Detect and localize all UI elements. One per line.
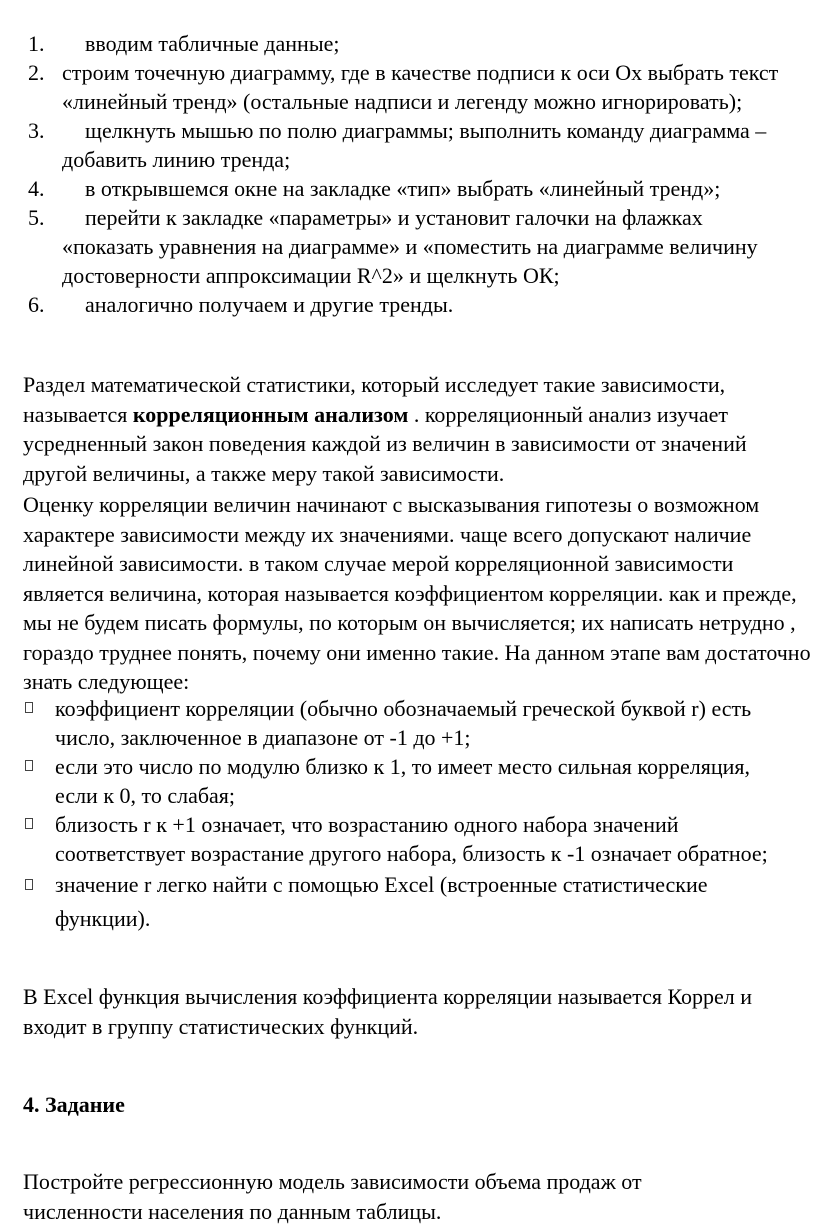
list-item-number: 5.	[28, 205, 45, 230]
bullet-text: близость r к +1 означает, что возрастанию одного набора значений соответствует возрастание другого набора, близость к -1 означает обратное;	[55, 812, 768, 866]
list-item-number: 3.	[28, 118, 45, 143]
bullet-box-icon	[25, 818, 33, 829]
list-item-text: строим точечную диаграмму, где в качестве подписи к оси Ох выбрать текст «линейный тренд» (остальные надписи и легенду можно игнорировать);	[62, 60, 779, 114]
list-item-text: перейти к закладке «параметры» и установит галочки на флажках «показать уравнения на диаграмме» и «поместить на диаграмме величину достоверности аппроксимации R^2» и щелкнуть ОК;	[62, 205, 758, 288]
list-item	[0, 58, 816, 116]
bullet-text: значение r легко найти с помощью Excel (встроенные статистические функции).	[55, 872, 708, 931]
para-text: Раздел математической статистики, который исследует такие зависимости, называется	[23, 372, 726, 427]
list-item-text: щелкнуть мышью по полю диаграммы; выполнить команду диаграмма – добавить линию тренда;	[62, 118, 767, 172]
list-item-number: 6.	[28, 292, 45, 317]
list-item-number: 2.	[28, 60, 45, 85]
list-item-number: 1.	[28, 31, 45, 56]
excel-function-paragraph: В Excel функция вычисления коэффициента корреляции называется Коррел и входит в группу статистических функций.	[23, 984, 753, 1039]
list-item	[0, 116, 816, 174]
steps-list	[0, 29, 816, 319]
list-item-number: 4.	[28, 176, 45, 201]
list-item	[0, 290, 816, 319]
correlation-intro-paragraph	[23, 370, 813, 488]
bullet-list	[0, 694, 816, 936]
list-item	[0, 29, 816, 58]
para-text: . корреляционный анализ изучает усредненный закон поведения каждой из величин в зависимости от значений другой величины, а также меру такой зависимости.	[23, 401, 747, 486]
bullet-item	[0, 694, 816, 752]
list-item-text: вводим табличные данные;	[85, 31, 340, 56]
bullet-text: коэффициент корреляции (обычно обозначаемый греческой буквой r) есть число, заключенное в диапазоне от -1 до +1;	[55, 696, 752, 750]
list-item-text: в открывшемся окне на закладке «тип» выбрать «линейный тренд»;	[85, 176, 721, 201]
bullet-text: если это число по модулю близко к 1, то имеет место сильная корреляция, если к 0, то слабая;	[55, 754, 751, 808]
list-item	[0, 174, 816, 203]
task-paragraph: Постройте регрессионную модель зависимости объема продаж от численности населения по данным таблицы.	[23, 1169, 642, 1224]
bullet-box-icon	[25, 879, 33, 890]
bullet-item	[0, 752, 816, 810]
bullet-box-icon	[25, 702, 33, 713]
list-item-text: аналогично получаем и другие тренды.	[85, 292, 454, 317]
bold-term: корреляционным анализом	[132, 401, 409, 427]
list-item	[0, 203, 816, 290]
bullet-item	[0, 868, 816, 936]
bullet-item	[0, 810, 816, 868]
section-heading: 4. Задание	[23, 1092, 125, 1117]
correlation-hypothesis-paragraph: Оценку корреляции величин начинают с высказывания гипотезы о возможном характере зависимости между их значениями. чаще всего допускают наличие линейной зависимости. в таком случае мерой корреляционной зависимости является величина, которая называется коэффициентом корреляции. как и прежде, мы не будем писать формулы, по которым он вычисляется; их написать нетрудно , гораздо труднее понять, почему они именно такие. На данном этапе вам достаточно знать следующее:	[23, 492, 811, 694]
bullet-box-icon	[25, 760, 33, 771]
